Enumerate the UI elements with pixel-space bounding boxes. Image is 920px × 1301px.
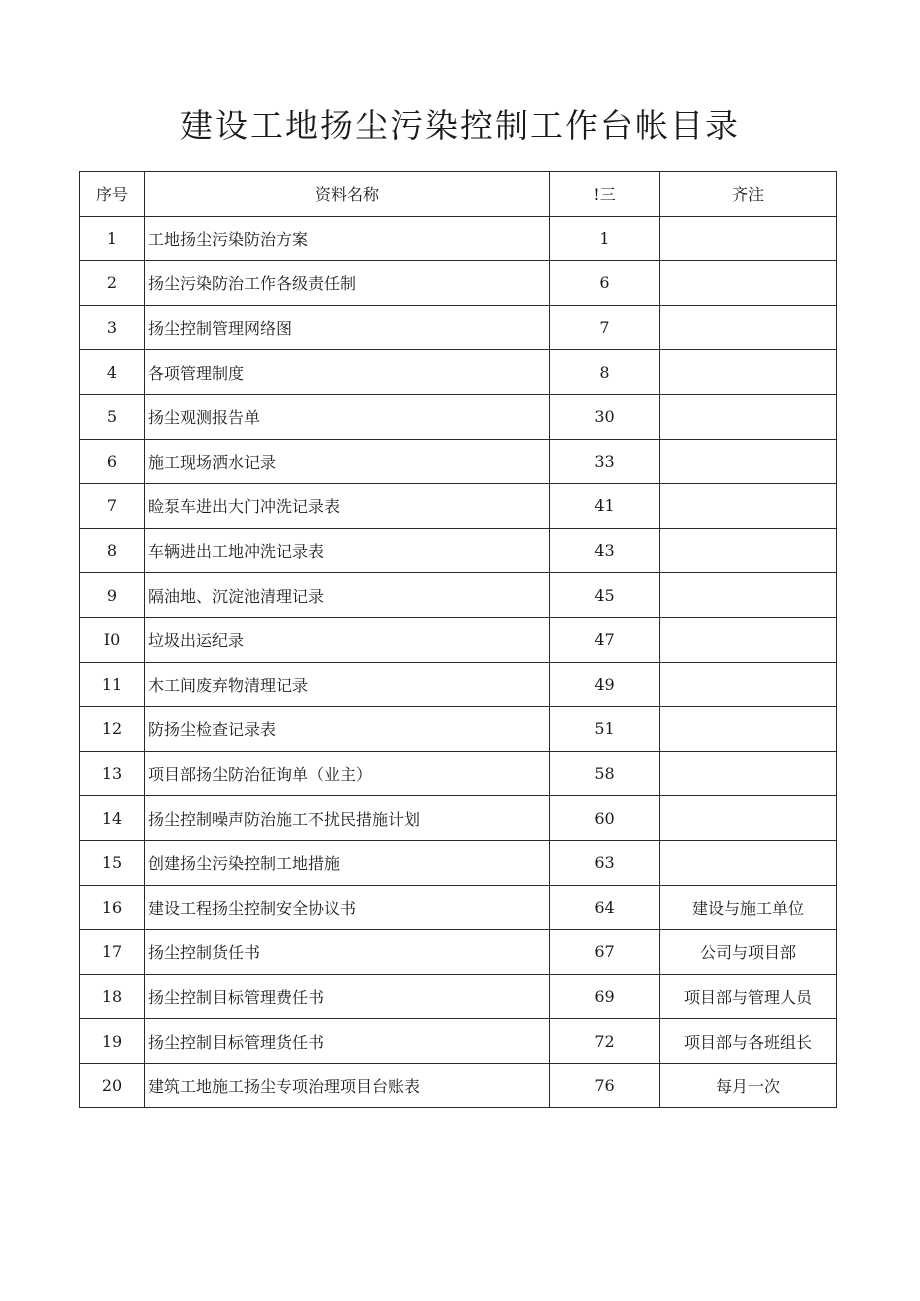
table-row (80, 216, 837, 261)
row-page: 7 (550, 305, 660, 350)
row-note (660, 261, 837, 306)
row-number: 8 (80, 528, 145, 573)
row-name: 创建扬尘污染控制工地措施 (145, 840, 550, 885)
row-name: 扬尘控制货任书 (145, 930, 550, 975)
row-name: 工地扬尘污染防治方案 (145, 216, 550, 261)
row-page: 49 (550, 662, 660, 707)
row-name: 扬尘观测报告单 (145, 394, 550, 439)
row-note (660, 528, 837, 573)
row-page: 58 (550, 751, 660, 796)
row-note: 项目部与各班组长 (660, 1019, 837, 1064)
row-number: 18 (80, 974, 145, 1019)
row-name: 扬尘控制管理网络图 (145, 305, 550, 350)
table-row (80, 528, 837, 573)
row-page: 33 (550, 439, 660, 484)
table-header-row (80, 172, 837, 217)
row-name: 建筑工地施工扬尘专项治理项目台账表 (145, 1063, 550, 1108)
row-note (660, 305, 837, 350)
row-note: 公司与项目部 (660, 930, 837, 975)
row-number: 13 (80, 751, 145, 796)
row-page: 45 (550, 573, 660, 618)
header-note: 齐注 (660, 172, 837, 217)
row-note (660, 394, 837, 439)
row-page: 67 (550, 930, 660, 975)
header-page: !三 (550, 172, 660, 217)
row-note (660, 617, 837, 662)
row-name: 睑泵车进出大门冲洗记录表 (145, 484, 550, 529)
row-name: 隔油地、沉淀池清理记录 (145, 573, 550, 618)
row-name: 垃圾出运纪录 (145, 617, 550, 662)
row-note: 建设与施工单位 (660, 885, 837, 930)
table-row (80, 573, 837, 618)
row-page: 63 (550, 840, 660, 885)
table-row (80, 751, 837, 796)
row-page: 60 (550, 796, 660, 841)
row-page: 6 (550, 261, 660, 306)
row-name: 扬尘控制目标管理货任书 (145, 1019, 550, 1064)
row-page: 69 (550, 974, 660, 1019)
table-row (80, 796, 837, 841)
table-row (80, 439, 837, 484)
row-note (660, 707, 837, 752)
header-name: 资料名称 (145, 172, 550, 217)
table-row (80, 394, 837, 439)
table-row (80, 974, 837, 1019)
row-number: 6 (80, 439, 145, 484)
row-page: 64 (550, 885, 660, 930)
table-row (80, 840, 837, 885)
row-name: 建设工程扬尘控制安全协议书 (145, 885, 550, 930)
document-title: 建设工地扬尘污染控制工作台帐目录 (180, 106, 740, 145)
row-page: 1 (550, 216, 660, 261)
table-row (80, 617, 837, 662)
table-row (80, 1019, 837, 1064)
row-note (660, 840, 837, 885)
table-body (80, 216, 837, 1108)
row-number: 7 (80, 484, 145, 529)
row-number: 9 (80, 573, 145, 618)
row-number: 15 (80, 840, 145, 885)
row-note (660, 216, 837, 261)
catalog-table (79, 171, 837, 1108)
row-name: 扬尘控制目标管理费任书 (145, 974, 550, 1019)
row-number: 14 (80, 796, 145, 841)
table-row (80, 1063, 837, 1108)
row-name: 木工间废弃物清理记录 (145, 662, 550, 707)
row-page: 72 (550, 1019, 660, 1064)
row-page: 41 (550, 484, 660, 529)
row-page: 51 (550, 707, 660, 752)
row-number: 12 (80, 707, 145, 752)
row-note (660, 573, 837, 618)
row-number: 2 (80, 261, 145, 306)
row-note: 项目部与管理人员 (660, 974, 837, 1019)
table-row (80, 885, 837, 930)
row-name: 车辆进出工地冲洗记录表 (145, 528, 550, 573)
row-page: 76 (550, 1063, 660, 1108)
row-note (660, 350, 837, 395)
row-note (660, 439, 837, 484)
row-note (660, 662, 837, 707)
row-number: 19 (80, 1019, 145, 1064)
row-page: 30 (550, 394, 660, 439)
row-page: 8 (550, 350, 660, 395)
row-note (660, 796, 837, 841)
row-number: 4 (80, 350, 145, 395)
table-row (80, 930, 837, 975)
table-row (80, 707, 837, 752)
row-number: 3 (80, 305, 145, 350)
header-number: 序号 (80, 172, 145, 217)
row-number: 17 (80, 930, 145, 975)
table-row (80, 261, 837, 306)
row-note (660, 751, 837, 796)
table-row (80, 305, 837, 350)
row-page: 47 (550, 617, 660, 662)
table-row (80, 484, 837, 529)
row-number: 16 (80, 885, 145, 930)
row-number: 20 (80, 1063, 145, 1108)
row-name: 各项管理制度 (145, 350, 550, 395)
row-number: I0 (80, 617, 145, 662)
row-name: 项目部扬尘防治征询单（业主） (145, 751, 550, 796)
table-row (80, 662, 837, 707)
row-page: 43 (550, 528, 660, 573)
row-note (660, 484, 837, 529)
row-name: 扬尘控制噪声防治施工不扰民措施计划 (145, 796, 550, 841)
row-name: 施工现场洒水记录 (145, 439, 550, 484)
row-number: 1 (80, 216, 145, 261)
row-note: 每月一次 (660, 1063, 837, 1108)
row-name: 防扬尘检查记录表 (145, 707, 550, 752)
row-number: 5 (80, 394, 145, 439)
table-row (80, 350, 837, 395)
row-number: 11 (80, 662, 145, 707)
row-name: 扬尘污染防治工作各级责任制 (145, 261, 550, 306)
